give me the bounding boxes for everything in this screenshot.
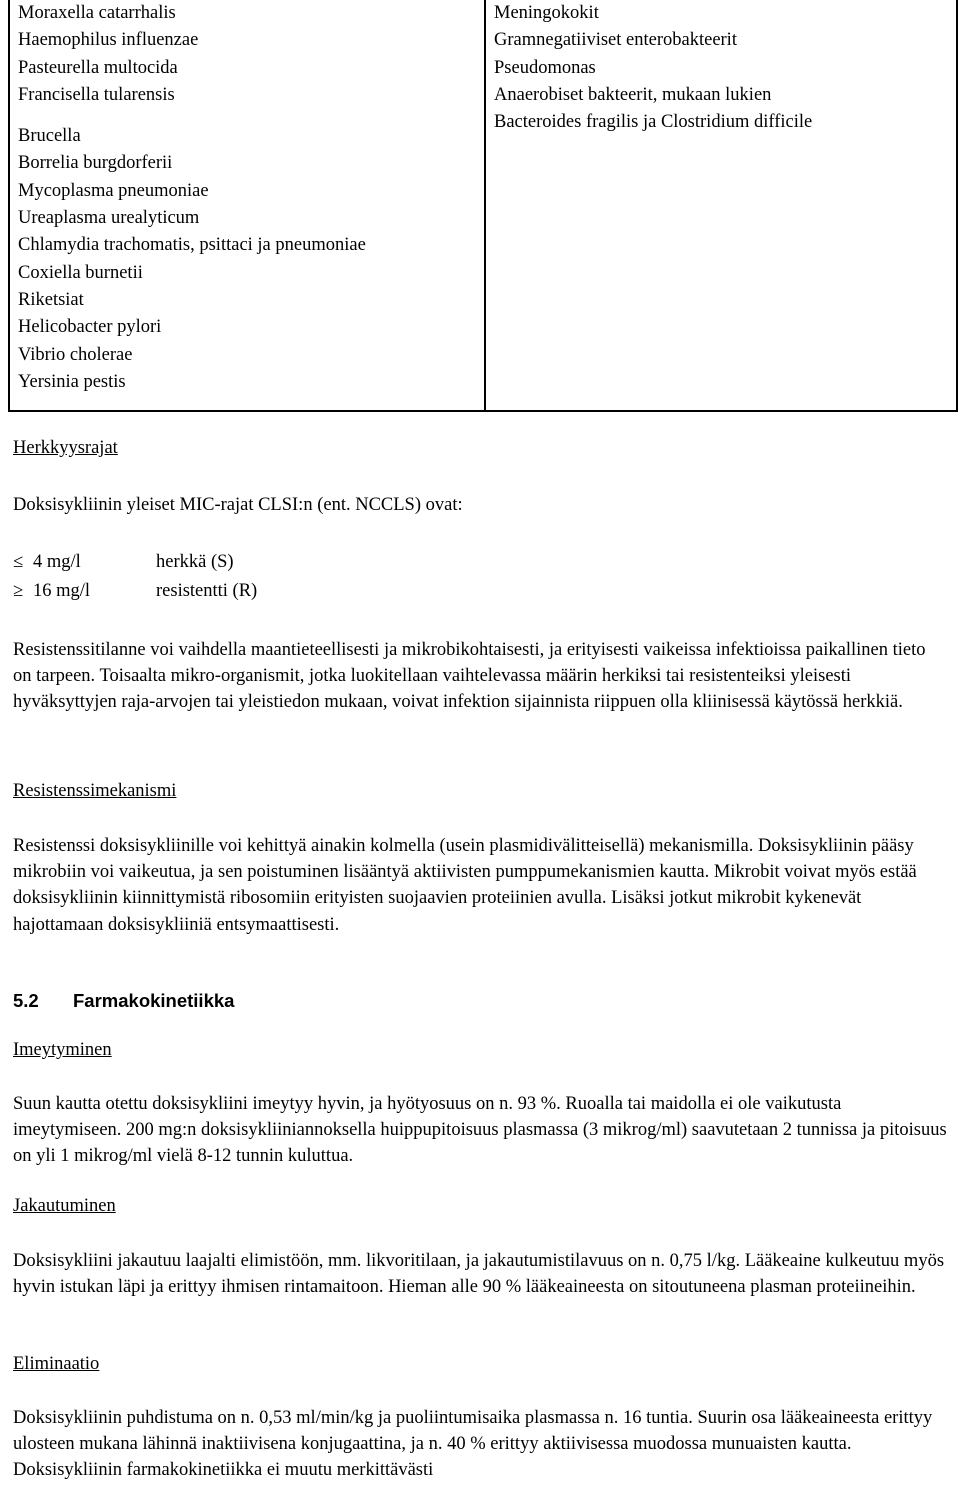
organism-name: Borrelia burgdorferii [18, 153, 173, 174]
organism-name: Chlamydia trachomatis, psittaci ja pneumoniae [18, 235, 366, 256]
organism-name: Riketsiat [18, 289, 84, 310]
jakautuminen-heading: Jakautuminen [13, 1196, 116, 1216]
organism-name: Moraxella catarrhalis [18, 3, 176, 23]
organism-name: Helicobacter pylori [18, 317, 162, 338]
eliminaatio-heading: Eliminaatio [13, 1354, 100, 1374]
mic-value: 4 mg/l [33, 552, 81, 572]
mic-row [13, 548, 948, 577]
organism-table [8, 0, 958, 412]
organism-name: Pasteurella multocida [18, 57, 178, 78]
resistance-situation-paragraph: Resistenssitilanne voi vaihdella maantieteellisesti ja mikrobikohtaisesti, ja erityisesti vaikeissa infektioissa paikallinen tieto on tarpeen. Toisaalta mikro-organismit, jotka luokitellaan vaihtelevassa määrin herkiksi tai resistenteiksi yleisesti hyväksyttyjen raja-arvojen tai yleistiedon mukaan, voivat infektion sijainnista riippuen olla kliinisessä käytössä herkkiä. [13, 640, 926, 713]
mic-table [13, 548, 948, 606]
organism-name: Haemophilus influenzae [18, 30, 199, 51]
organism-name: Coxiella burnetii [18, 262, 143, 283]
organism-name: Mycoplasma pneumoniae [18, 180, 209, 201]
mic-category: resistentti (R) [156, 581, 258, 601]
resistenssimekanismi-heading: Resistenssimekanismi [13, 781, 177, 801]
organism-name: Ureaplasma urealyticum [18, 208, 200, 229]
distribution-paragraph: Doksisykliini jakautuu laajalti elimistöön, mm. likvoritilaan, ja jakautumistilavuus on n. 0,75 l/kg. Lääkeaine kulkeutuu myös hyvin istukan läpi ja erittyy ihmisen rintamaitoon. Hieman alle 90 % lääkeaineesta on sitoutuneena plasman proteiineihin. [13, 1251, 945, 1298]
organism-table-left-column [10, 0, 486, 410]
organism-name: Francisella tularensis [18, 84, 175, 105]
organism-name: Yersinia pestis [18, 371, 126, 392]
organism-name: Vibrio cholerae [18, 344, 133, 365]
mic-row [13, 577, 948, 606]
imeytyminen-heading: Imeytyminen [13, 1040, 112, 1060]
herkkyysrajat-heading: Herkkyysrajat [13, 438, 118, 458]
organism-name: Meningokokit [494, 3, 599, 23]
section-title: Farmakokinetiikka [73, 990, 235, 1011]
organism-name: Pseudomonas [494, 57, 596, 78]
absorption-paragraph: Suun kautta otettu doksisykliini imeytyy hyvin, ja hyötyosuus on n. 93 %. Ruoalla tai maidolla ei ole vaikutusta imeytymiseen. 200 mg:n doksisykliiniannoksella huippupitoisuus plasmassa (3 mikrog/ml) saavutetaan 2 tunnissa ja pitoisuus on yli 1 mikrog/ml vielä 8-12 tunnin kuluttua. [13, 1094, 947, 1167]
organism-name: Gramnegatiiviset enterobakteerit [494, 30, 737, 51]
section-number: 5.2 [13, 990, 39, 1011]
organism-name: Anaerobiset bakteerit, mukaan lukien [494, 84, 772, 105]
mic-category: herkkä (S) [156, 552, 234, 572]
section-heading [13, 990, 948, 1012]
mic-value: 16 mg/l [33, 581, 91, 601]
resistance-mechanism-paragraph: Resistenssi doksisykliinille voi kehittyä ainakin kolmella (usein plasmidivälitteisellä) mekanismilla. Doksisykliinin pääsy mikrobiin voi vaikeutua, ja sen poistuminen lisääntyä aktiivisten pumppumekanismien kautta. Mikrobit voivat myös estää doksisykliinin kiinnittymistä ribosomiin erityisten suojaavien proteiinien avulla. Lisäksi jotkut mikrobit kykenevät hajottamaan doksisykliiniä entsymaattisesti. [13, 836, 917, 935]
elimination-paragraph: Doksisykliinin puhdistuma on n. 0,53 ml/min/kg ja puoliintumisaika plasmassa n. 16 tuntia. Suurin osa lääkeaineesta erittyy ulosteen mukana lähinnä inaktiivisena konjugaattina, ja n. 40 % erittyy aktiivisessa muodossa munuaisten kautta. Doksisykliinin farmakokinetiikka ei muutu merkittävästi [13, 1408, 933, 1481]
organism-name: Brucella [18, 126, 81, 147]
less-equal-symbol: ≤ [13, 552, 24, 572]
mic-intro: Doksisykliinin yleiset MIC-rajat CLSI:n (ent. NCCLS) ovat: [13, 495, 463, 515]
organism-name: Bacteroides fragilis ja Clostridium difficile [494, 112, 813, 133]
greater-equal-symbol: ≥ [13, 581, 24, 601]
organism-table-right-column [486, 0, 956, 410]
